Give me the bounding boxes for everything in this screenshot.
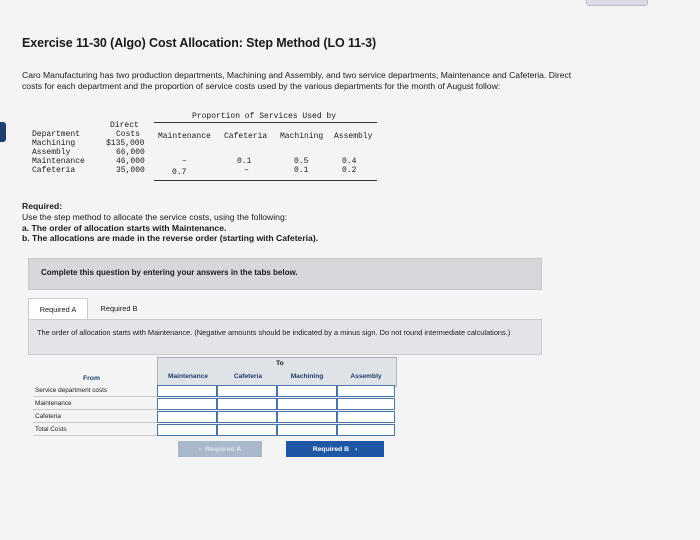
required-section: [22, 201, 622, 244]
row-service-costs: Service department costs: [33, 385, 157, 397]
chevron-left-icon: ‹: [198, 445, 202, 453]
intro-text: Caro Manufacturing has two production departments, Machining and Assembly, and two service departments, Maintenance and Cafeteria. Direct costs for each department and the proportion of service costs used by the various departments for the month of August follow:: [22, 70, 572, 91]
required-part-b: b. The allocations are made in the reverse order (starting with Cafeteria).: [22, 233, 319, 244]
table-bottom-rule: [154, 180, 377, 181]
top-toolbar-button[interactable]: [586, 0, 648, 6]
col-maintenance: Maintenance: [168, 373, 208, 380]
to-label: To: [276, 360, 284, 367]
header-cafeteria: Cafeteria: [224, 132, 268, 141]
row-mach: 0.1: [294, 166, 309, 175]
page-title: Exercise 11-30 (Algo) Cost Allocation: Step Method (LO 11-3): [22, 36, 377, 50]
instructions-text: Complete this question by entering your answers in the tabs below.: [41, 268, 298, 277]
panel-text: The order of allocation starts with Maintenance. (Negative amounts should be indicated by a minus sign. Do not round intermediate calculations.): [37, 328, 511, 337]
group-header: Proportion of Services Used by: [192, 112, 337, 121]
input-cell[interactable]: [157, 385, 217, 397]
row-total-costs: Total Costs: [33, 424, 157, 436]
input-cell[interactable]: [277, 385, 337, 397]
row-maint: 0.7: [172, 168, 187, 177]
tab-required-a[interactable]: Required A: [28, 298, 88, 319]
row-maintenance: Maintenance: [33, 398, 157, 410]
row-cost: 46,000: [116, 157, 145, 166]
prev-button-label: Required A: [205, 445, 242, 453]
left-side-tab[interactable]: [0, 122, 6, 142]
col-assembly: Assembly: [350, 373, 382, 380]
input-cell[interactable]: [337, 385, 395, 397]
next-button-label: Required B: [312, 445, 349, 453]
input-cell[interactable]: [337, 424, 395, 436]
input-cell[interactable]: [217, 398, 277, 410]
col-cafeteria: Cafeteria: [233, 373, 263, 380]
input-cell[interactable]: [277, 424, 337, 436]
grid-header: [157, 357, 397, 387]
row-cost: 35,000: [116, 166, 145, 175]
row-asm: 0.2: [342, 166, 357, 175]
input-cell[interactable]: [157, 398, 217, 410]
header-assembly: Assembly: [334, 132, 373, 141]
row-cost: $135,000: [106, 139, 145, 148]
header-costs: Costs: [116, 130, 141, 139]
row-dept: Maintenance: [32, 157, 85, 166]
header-direct: Direct: [110, 121, 139, 130]
row-dept: Machining: [32, 139, 76, 148]
prev-button[interactable]: [178, 441, 262, 457]
input-cell[interactable]: [217, 411, 277, 423]
row-cafeteria: Cafeteria: [33, 411, 157, 423]
input-cell[interactable]: [217, 385, 277, 397]
row-caf: 0.1: [237, 157, 252, 166]
from-label: From: [83, 375, 100, 382]
input-cell[interactable]: [217, 424, 277, 436]
next-button[interactable]: [286, 441, 384, 457]
required-part-a: a. The order of allocation starts with Maintenance.: [22, 222, 227, 233]
chevron-right-icon: ›: [355, 445, 358, 453]
row-maint: –: [182, 157, 187, 166]
input-cell[interactable]: [277, 411, 337, 423]
row-dept: Cafeteria: [32, 166, 76, 175]
input-cell[interactable]: [157, 424, 217, 436]
col-machining: Machining: [290, 373, 324, 380]
group-underline: [154, 122, 377, 123]
row-mach: 0.5: [294, 157, 309, 166]
row-caf: –: [244, 166, 249, 175]
instructions-bar: [28, 258, 542, 290]
required-heading: Required:: [22, 201, 63, 211]
required-instruction: Use the step method to allocate the service costs, using the following:: [22, 211, 288, 222]
input-cell[interactable]: [337, 398, 395, 410]
input-cell[interactable]: [337, 411, 395, 423]
row-dept: Assembly: [32, 148, 71, 157]
row-cost: 66,000: [116, 148, 145, 157]
answer-grid: [33, 357, 395, 437]
cost-data-table: [32, 112, 377, 188]
tab-required-b[interactable]: Required B: [100, 303, 138, 313]
row-asm: 0.4: [342, 157, 357, 166]
instruction-panel: [28, 319, 542, 355]
input-cell[interactable]: [157, 411, 217, 423]
input-cell[interactable]: [277, 398, 337, 410]
header-machining: Machining: [280, 132, 324, 141]
header-maintenance: Maintenance: [158, 132, 211, 141]
header-department: Department: [32, 130, 81, 139]
